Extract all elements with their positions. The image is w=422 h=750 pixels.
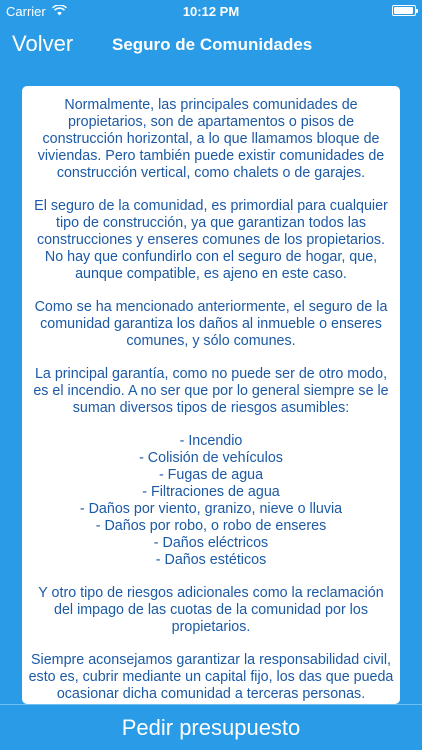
risk-list [28, 433, 394, 569]
status-bar [0, 0, 422, 22]
risk-item: - Daños estéticos [155, 552, 267, 568]
risk-item: - Daños eléctricos [153, 535, 269, 551]
intro-paragraph: Normalmente, las principales comunidades de propietarios, son de apartamentos o pisos de construcción horizontal, a lo que llamamos bloque de viviendas. Pero también puede existir comunidades de construcción vertical, como chalets o de garajes. [37, 97, 385, 181]
risk-item: - Colisión de vehículos [139, 450, 283, 466]
status-time: 10:12 PM [182, 4, 240, 19]
main-guarantee-paragraph: La principal garantía, como no puede ser de otro modo, es el incendio. A no ser que por lo general siempre se le suman diversos tipos de riesgos asumibles: [33, 366, 389, 416]
additional-risks-paragraph: Y otro tipo de riesgos adicionales como la reclamación del impago de las cuotas de la comunidad por los propietarios. [38, 585, 384, 635]
status-right [392, 5, 416, 16]
risk-item: - Daños por robo, o robo de enseres [95, 518, 327, 534]
risk-item: - Incendio [179, 433, 243, 449]
risk-item: - Fugas de agua [158, 467, 264, 483]
request-quote-button[interactable]: Pedir presupuesto [0, 704, 422, 750]
navigation-bar [0, 22, 422, 66]
risk-item: - Filtraciones de agua [142, 484, 280, 500]
page-title: Seguro de Comunidades [112, 35, 313, 54]
risk-item: - Daños por viento, granizo, nieve o lluvia [79, 501, 343, 517]
battery-icon [392, 5, 416, 16]
carrier-label: Carrier [6, 4, 46, 19]
liability-paragraph: Siempre aconsejamos garantizar la responsabilidad civil, esto es, cubrir mediante un capital fijo, los das que pueda ocasionar dicha comunidad a terceras personas. [28, 652, 394, 702]
content-card[interactable] [22, 86, 400, 704]
back-button[interactable]: Volver [12, 31, 74, 56]
community-insurance-paragraph: El seguro de la comunidad, es primordial para cualquier tipo de construcción, ya que garantizan todos las construcciones y enseres comunes de los propietarios. No hay que confundirlo con el seguro de hogar, que, aunque compatible, es ajeno en este caso. [34, 198, 388, 282]
coverage-paragraph: Como se ha mencionado anteriormente, el seguro de la comunidad garantiza los daños al inmueble o enseres comunes, y sólo comunes. [34, 299, 388, 349]
battery-level [394, 7, 413, 14]
